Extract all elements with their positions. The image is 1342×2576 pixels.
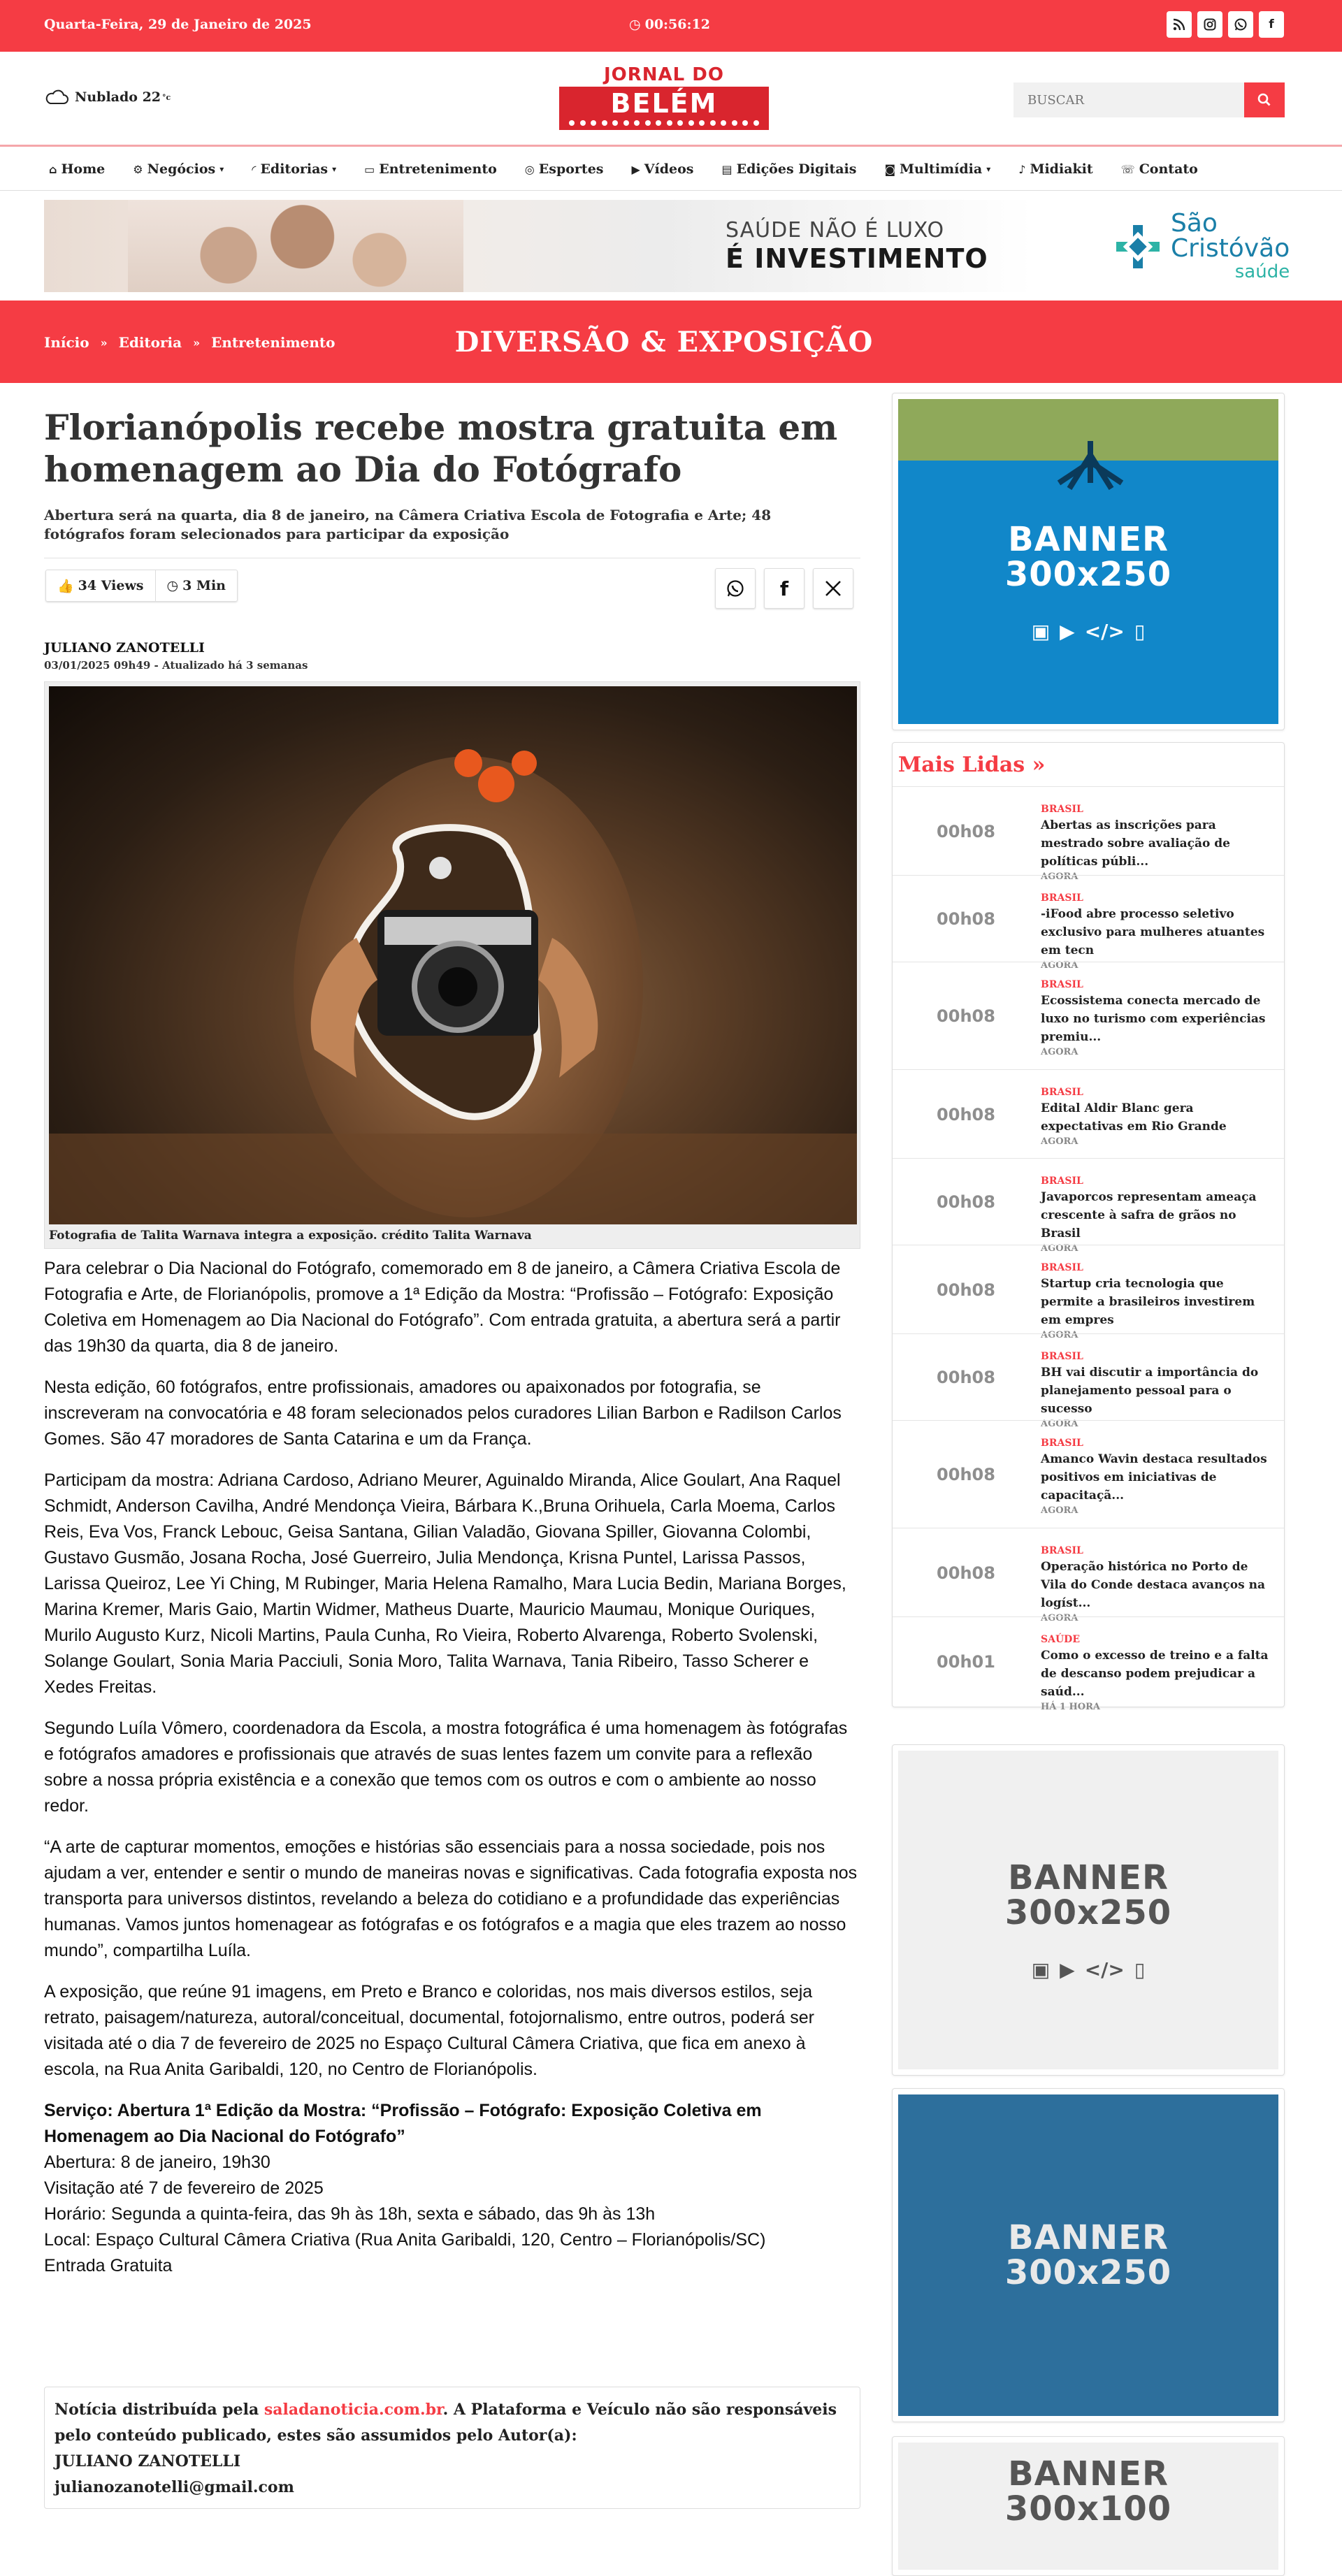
item-time: 00h08 bbox=[937, 1563, 995, 1583]
image-icon: ▣ bbox=[1031, 620, 1051, 643]
logo-line2-box bbox=[559, 87, 769, 130]
read-time: ◷ 3 Min bbox=[155, 570, 238, 601]
item-ago: AGORA bbox=[1041, 1419, 1078, 1429]
whatsapp-icon bbox=[726, 579, 745, 598]
article-stats bbox=[45, 570, 238, 602]
search-icon bbox=[1257, 93, 1271, 107]
item-headline[interactable]: Operação histórica no Porto de Vila do Conde destaca avanços na logíst... bbox=[1041, 1560, 1265, 1610]
ad-brand-sub: saúde bbox=[1234, 261, 1290, 282]
ad-brand-line1: São bbox=[1171, 209, 1218, 238]
article-author[interactable]: JULIANO ZANOTELLI bbox=[44, 640, 205, 656]
mais-lidas-item[interactable] bbox=[893, 875, 1284, 971]
item-time: 00h08 bbox=[937, 1006, 995, 1026]
facebook-icon[interactable]: f bbox=[1259, 11, 1284, 38]
item-category: BRASIL bbox=[1041, 1175, 1083, 1187]
distribution-notice: Notícia distribuída pela saladanoticia.com.br. A Plataforma e Veículo não são responsáveis pelo conteúdo publicado, estes são assumidos pelo Autor(a): JULIANO ZANOTELLI julianozanotelli@gmail.com bbox=[44, 2387, 860, 2509]
banner-label: BANNER 300x100 bbox=[1004, 2454, 1172, 2528]
item-headline[interactable]: Ecossistema conecta mercado de luxo no turismo com experiências premiu... bbox=[1041, 994, 1266, 1044]
search-input[interactable] bbox=[1013, 82, 1244, 117]
item-time: 00h08 bbox=[937, 1368, 995, 1387]
breadcrumb-item-editoria[interactable]: Editoria bbox=[118, 334, 182, 351]
share-whatsapp-button[interactable] bbox=[715, 568, 756, 609]
play-icon: ▶ bbox=[631, 162, 640, 176]
nav-item-home[interactable]: ⌂ Home bbox=[49, 161, 106, 177]
mais-lidas-item[interactable] bbox=[893, 1069, 1284, 1158]
gear-icon: ⚙ bbox=[133, 162, 143, 176]
x-logo-icon bbox=[823, 579, 843, 598]
file-icon: ▤ bbox=[721, 162, 733, 176]
item-category: SAÚDE bbox=[1041, 1634, 1080, 1645]
social-links bbox=[1167, 11, 1284, 38]
banner-media-icons bbox=[1032, 620, 1146, 643]
service-line: Horário: Segunda a quinta-feira, das 9h às 18h, sexta e sábado, das 9h às 13h bbox=[44, 2204, 656, 2224]
mais-lidas-item[interactable] bbox=[893, 1420, 1284, 1528]
cloud-icon bbox=[44, 89, 69, 106]
service-line: Local: Espaço Cultural Câmera Criativa (Rua Anita Garibaldi, 120, Centro – Florianópolis/SC) bbox=[44, 2230, 766, 2250]
item-headline[interactable]: Edital Aldir Blanc gera expectativas em Rio Grande bbox=[1041, 1101, 1227, 1134]
item-ago: AGORA bbox=[1041, 1505, 1078, 1516]
section-header bbox=[0, 301, 1342, 383]
main-nav bbox=[0, 149, 1342, 191]
item-ago: AGORA bbox=[1041, 1243, 1078, 1254]
logo-line2: BELÉM bbox=[610, 88, 718, 119]
site-header bbox=[0, 52, 1342, 147]
nav-item-videos[interactable]: ▶ Vídeos bbox=[631, 161, 694, 177]
ad-brand-line2: Cristóvão bbox=[1171, 234, 1290, 263]
banner-label: BANNER 300x250 bbox=[1004, 520, 1172, 594]
item-time: 00h08 bbox=[937, 821, 995, 841]
ad-line1: SAÚDE NÃO É LUXO bbox=[726, 218, 945, 243]
flash-icon: ▯ bbox=[1134, 620, 1146, 643]
bell-icon: ♪ bbox=[1018, 162, 1026, 176]
mais-lidas-item[interactable] bbox=[893, 1245, 1284, 1340]
nav-item-editorias[interactable]: ◜ Editorias ▾ bbox=[252, 161, 337, 177]
nav-item-multimidia[interactable]: ◙ Multimídia ▾ bbox=[884, 161, 991, 177]
brand-cross-icon bbox=[1113, 222, 1162, 271]
notice-link[interactable]: saladanoticia.com.br bbox=[264, 2401, 443, 2419]
article-meta: 03/01/2025 09h49 - Atualizado há 3 semanas bbox=[44, 659, 308, 672]
code-icon: </> bbox=[1084, 1958, 1125, 1981]
share-x-button[interactable] bbox=[813, 568, 853, 609]
item-ago: AGORA bbox=[1041, 1047, 1078, 1057]
ad-photo bbox=[128, 200, 463, 292]
site-logo[interactable] bbox=[559, 64, 769, 137]
item-time: 00h08 bbox=[937, 1280, 995, 1300]
item-ago: AGORA bbox=[1041, 1136, 1078, 1147]
item-category: BRASIL bbox=[1041, 1351, 1083, 1362]
item-category: BRASIL bbox=[1041, 1087, 1083, 1098]
weather-widget bbox=[44, 89, 171, 106]
clock-time: 00:56:12 bbox=[644, 17, 710, 32]
service-line: Abertura: 8 de janeiro, 19h30 bbox=[44, 2152, 270, 2172]
sidebar-banner-2[interactable] bbox=[892, 1744, 1285, 2076]
paragraph: Nesta edição, 60 fotógrafos, entre profissionais, amadores ou apaixonados por fotografia, se inscreveram na convocatória e 48 foram selecionados pelos curadores Lilian Barbon e Radilson Carlos Gomes. São 47 moradores de Santa Catarina e um da França. bbox=[44, 1377, 842, 1449]
item-ago: HÁ 1 HORA bbox=[1041, 1702, 1100, 1712]
clock-icon: ◷ bbox=[629, 17, 641, 32]
nav-item-negocios[interactable]: ⚙ Negócios ▾ bbox=[133, 161, 224, 177]
banner-media-icons bbox=[1032, 1958, 1146, 1981]
current-date: Quarta-Feira, 29 de Janeiro de 2025 bbox=[44, 17, 312, 32]
article-title: Florianópolis recebe mostra gratuita em homenagem ao Dia do Fotógrafo bbox=[44, 407, 838, 490]
nav-item-entretenimento[interactable]: ▭ Entretenimento bbox=[364, 161, 497, 177]
chevron-double-right-icon: » bbox=[193, 335, 201, 349]
item-ago: AGORA bbox=[1041, 1613, 1078, 1623]
logo-line1: JORNAL DO bbox=[604, 64, 724, 85]
ad-line2: É INVESTIMENTO bbox=[726, 243, 988, 274]
service-line: Visitação até 7 de fevereiro de 2025 bbox=[44, 2178, 324, 2198]
mais-lidas-item[interactable] bbox=[893, 1528, 1284, 1623]
camera-icon: ◙ bbox=[884, 162, 895, 176]
item-headline[interactable]: Javaporcos representam ameaça crescente à safra de grãos no Brasil bbox=[1041, 1190, 1257, 1240]
item-category: BRASIL bbox=[1041, 804, 1083, 815]
paragraph: Participam da mostra: Adriana Cardoso, Adriano Meurer, Aguinaldo Miranda, Alice Goulart, Ana Raquel Schmidt, Anderson Cavilha, André Mendonça Vieira, Bárbara K.,Bruna Orihuela, Carla Moema, Carlos Reis, Eva Vos, Franck Lebouc, Geisa Santana, Gilian Valadão, Giovana Spiller, Giovanna Colombi, Gustavo Gusmão, Josana Rocha, José Guerreiro, Julia Mendonça, Krisna Puntel, Larissa Passos, Larissa Queiroz, Lee Yi Ching, M Rubinger, Maria Helena Ramalho, Mara Lucia Bedin, Mariana Borges, Marina Kremer, Maris Gaio, Martin Widmer, Matheus Duarte, Mauricio Maumau, Monique Ouriques, Murilo Augusto Kurz, Nicoli Martins, Paula Cunha, Ro Vieira, Roberto Alvarenga, Roberto Svolenski, Solange Goulart, Sonia Maria Pacciuli, Sonia Moro, Talita Warnava, Tania Ribeiro, Tasso Scherer e Xedes Freitas. bbox=[44, 1470, 846, 1697]
code-icon: </> bbox=[1084, 620, 1125, 643]
search-button[interactable] bbox=[1244, 82, 1285, 117]
rss-icon[interactable] bbox=[1167, 11, 1192, 38]
breadcrumb-item-inicio[interactable]: Início bbox=[44, 334, 89, 351]
notice-author: JULIANO ZANOTELLI bbox=[55, 2452, 241, 2470]
notice-email[interactable]: julianozanotelli@gmail.com bbox=[55, 2478, 294, 2496]
nav-item-midiakit[interactable]: ♪ Midiakit bbox=[1018, 161, 1093, 177]
paragraph: A exposição, que reúne 91 imagens, em Preto e Branco e coloridas, nos mais diversos estilos, seja retrato, paisagem/natureza, autoral/conceitual, documental, fotojornalismo, entre outros, poderá ser visitada até o dia 7 de fevereiro de 2025 no Espaço Cultural Câmera Criativa, que fica em anexo à escola, na Rua Anita Garibaldi, 120, no Centro de Florianópolis. bbox=[44, 1982, 815, 2079]
paragraph: Segundo Luíla Vômero, coordenadora da Escola, a mostra fotográfica é uma homenagem às fotógrafas e fotógrafos amadores e profissionais que através de suas lentes fazem um convite para a reflexão sobre a nossa própria existência e a conexão que temos com os outros e com o ambiente ao nosso redor. bbox=[44, 1718, 848, 1816]
thumbs-up-icon: 👍 bbox=[57, 578, 74, 594]
clock-icon: ◷ bbox=[166, 578, 179, 593]
item-category: BRASIL bbox=[1041, 892, 1083, 904]
section-title: DIVERSÃO & EXPOSIÇÃO bbox=[454, 326, 874, 359]
article-subtitle: Abertura será na quarta, dia 8 de janeiro, na Câmera Criativa Escola de Fotografia e Arte; 48 fotógrafos foram selecionados para participar da exposição bbox=[44, 507, 772, 542]
rss-icon: ◜ bbox=[252, 162, 257, 176]
nav-item-contato[interactable]: ☏ Contato bbox=[1120, 161, 1198, 177]
item-time: 00h08 bbox=[937, 1465, 995, 1484]
nav-item-esportes[interactable]: ◎ Esportes bbox=[524, 161, 604, 177]
item-time: 00h08 bbox=[937, 909, 995, 929]
sidebar-banner-1[interactable] bbox=[892, 393, 1285, 730]
caret-down-icon: ▾ bbox=[332, 164, 337, 174]
banner-label: BANNER 300x250 bbox=[1004, 1858, 1172, 1932]
search-form bbox=[1013, 82, 1285, 117]
item-ago: AGORA bbox=[1041, 871, 1078, 882]
mais-lidas-widget bbox=[892, 742, 1285, 1712]
paragraph: Para celebrar o Dia Nacional do Fotógrafo, comemorado em 8 de janeiro, a Câmera Criativa Escola de Fotografia e Arte, de Florianópolis, promove a 1ª Edição da Mostra: “Profissão – Fotógrafo: Exposição Coletiva em Homenagem ao Dia Nacional do Fotógrafo”. Com entrada gratuita, a abertura será a partir das 19h30 da quarta, dia 8 de janeiro. bbox=[44, 1259, 841, 1356]
mais-lidas-item[interactable] bbox=[893, 962, 1284, 1069]
photo-caption: Fotografia de Talita Warnava integra a exposição. crédito Talita Warnava bbox=[49, 1229, 532, 1243]
weather-text: Nublado 22 bbox=[75, 89, 161, 105]
paragraph: “A arte de capturar momentos, emoções e histórias são essenciais para a nossa sociedade, pois nos ajudam a ver, entender e sentir o mundo de maneiras novas e significativas. Cada fotografia exposta nos transporta para universos distintos, revelando a beleza do cotidiano e a profundidade das experiências humanas. Vamos juntos homenagear as fotógrafas e os fotógrafos e a magia que eles trazem ao nosso mundo”, compartilha Luíla. bbox=[44, 1837, 858, 1960]
item-ago: AGORA bbox=[1041, 960, 1078, 971]
article-figure bbox=[44, 681, 860, 1249]
mais-lidas-list bbox=[893, 786, 1284, 1712]
flash-icon: ▯ bbox=[1134, 1958, 1146, 1981]
play-icon: ▶ bbox=[1060, 1958, 1075, 1981]
banner-label: BANNER 300x250 bbox=[1004, 2218, 1172, 2292]
article-photo bbox=[49, 686, 857, 1224]
sidebar-banner-3[interactable] bbox=[892, 2088, 1285, 2422]
service-title: Serviço: Abertura 1ª Edição da Mostra: “Profissão – Fotógrafo: Exposição Coletiva em Homenagem ao Dia Nacional do Fotógrafo” bbox=[44, 2101, 762, 2146]
caret-down-icon: ▾ bbox=[219, 164, 224, 174]
mais-lidas-item[interactable] bbox=[893, 1333, 1284, 1429]
facebook-icon: f bbox=[779, 577, 789, 600]
mais-lidas-item[interactable] bbox=[893, 1616, 1284, 1712]
logo-dots bbox=[569, 120, 759, 126]
item-headline[interactable]: BH vai discutir a importância do planejamento pessoal para o sucesso bbox=[1041, 1366, 1259, 1416]
nav-item-edicoes-digitais[interactable]: ▤ Edições Digitais bbox=[721, 161, 857, 177]
top-ad-banner[interactable] bbox=[44, 200, 1290, 292]
article-body bbox=[44, 1256, 860, 2279]
weather-unit: °c bbox=[162, 92, 171, 102]
ball-icon: ◎ bbox=[524, 162, 535, 176]
mais-lidas-item[interactable] bbox=[893, 1158, 1284, 1254]
item-category: BRASIL bbox=[1041, 1262, 1083, 1273]
breadcrumb-item-entretenimento[interactable]: Entretenimento bbox=[211, 334, 336, 351]
share-buttons bbox=[715, 568, 853, 609]
ad-brand-logo bbox=[1113, 211, 1290, 282]
item-headline[interactable]: Abertas as inscrições para mestrado sobre avaliação de políticas públi... bbox=[1041, 818, 1230, 869]
item-time: 00h08 bbox=[937, 1104, 995, 1124]
item-category: BRASIL bbox=[1041, 1545, 1083, 1556]
service-line: Entrada Gratuita bbox=[44, 2256, 173, 2275]
views-counter: 👍 34 Views bbox=[57, 578, 144, 594]
top-bar bbox=[0, 0, 1342, 52]
item-headline[interactable]: -iFood abre processo seletivo exclusivo para mulheres atuantes em tecn bbox=[1041, 907, 1265, 957]
image-icon: ▣ bbox=[1031, 1958, 1051, 1981]
photo-illustration bbox=[49, 686, 857, 1224]
clock bbox=[629, 17, 710, 32]
mais-lidas-title[interactable]: Mais Lidas » bbox=[898, 753, 1046, 777]
item-headline[interactable]: Startup cria tecnologia que permite a brasileiros investirem em empres bbox=[1041, 1277, 1255, 1327]
instagram-icon[interactable] bbox=[1197, 11, 1222, 38]
chevron-double-right-icon: » bbox=[100, 335, 108, 349]
item-headline[interactable]: Como o excesso de treino e a falta de descanso podem prejudicar a saúd... bbox=[1041, 1649, 1269, 1699]
item-category: BRASIL bbox=[1041, 1438, 1083, 1449]
item-ago: AGORA bbox=[1041, 1330, 1078, 1340]
whatsapp-icon[interactable] bbox=[1228, 11, 1253, 38]
item-category: BRASIL bbox=[1041, 979, 1083, 990]
sidebar-banner-4[interactable] bbox=[892, 2436, 1285, 2576]
phone-icon: ☏ bbox=[1120, 162, 1135, 176]
caret-down-icon: ▾ bbox=[986, 164, 991, 174]
mais-lidas-item[interactable] bbox=[893, 786, 1284, 882]
keyboard-icon: ▭ bbox=[364, 162, 375, 176]
item-time: 00h08 bbox=[937, 1192, 995, 1212]
play-icon: ▶ bbox=[1060, 620, 1075, 643]
home-icon: ⌂ bbox=[49, 162, 57, 176]
item-time: 00h01 bbox=[937, 1651, 995, 1672]
palm-icon bbox=[1045, 441, 1136, 490]
item-headline[interactable]: Amanco Wavin destaca resultados positivos em iniciativas de capacitaçã... bbox=[1041, 1452, 1267, 1503]
share-facebook-button[interactable] bbox=[764, 568, 805, 609]
